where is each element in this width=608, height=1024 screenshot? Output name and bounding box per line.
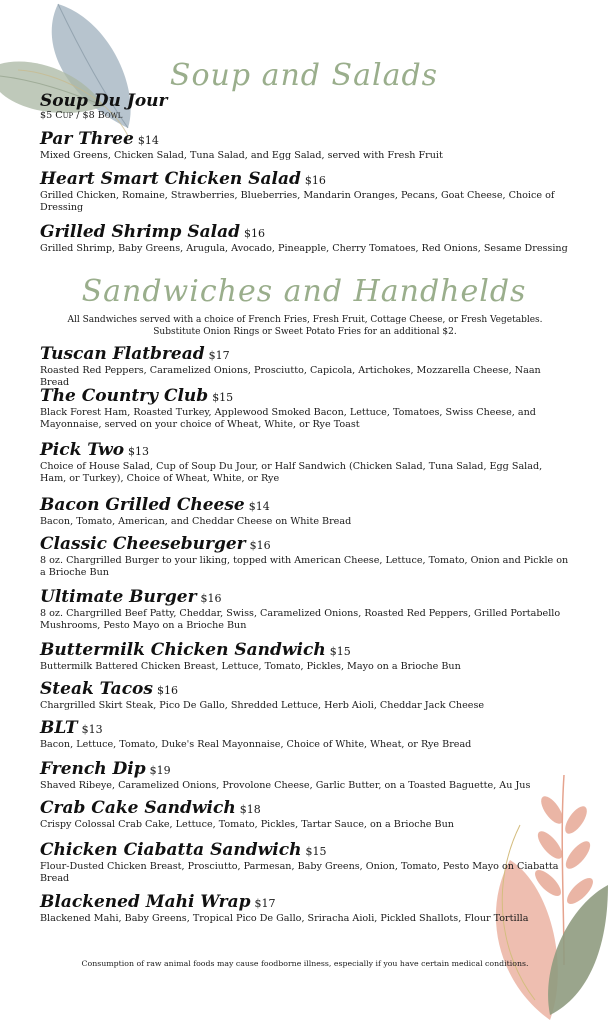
menu-item-name: Ultimate Burger	[40, 587, 197, 607]
menu-item-name: Buttermilk Chicken Sandwich	[40, 640, 326, 660]
menu-item-description: Blackened Mahi, Baby Greens, Tropical Pico De Gallo, Sriracha Aioli, Pickled Shallots, Flour Tortilla	[40, 912, 529, 924]
menu-item	[40, 496, 570, 528]
sandwiches-title: Sandwiches and Handhelds	[81, 274, 527, 309]
menu-item-description: 8 oz. Chargrilled Beef Patty, Cheddar, Swiss, Caramelized Onions, Roasted Red Peppers, Grilled Portabello Mushrooms, Pesto Mayo on a Brioche Bun	[40, 607, 561, 632]
menu-item	[40, 535, 570, 580]
menu-item-description: Chargrilled Skirt Steak, Pico De Gallo, Shredded Lettuce, Herb Aioli, Cheddar Jack Cheese	[40, 699, 485, 711]
menu-item-price: $19	[149, 764, 171, 777]
menu-item-price: $16	[249, 539, 271, 552]
menu-item-name: Heart Smart Chicken Salad	[40, 169, 301, 189]
menu-item	[40, 441, 570, 486]
menu-item-price: $16	[304, 174, 326, 187]
menu-item-name: Grilled Shrimp Salad	[40, 222, 240, 242]
sandwich-note	[40, 315, 570, 338]
menu-item-price: $16	[156, 684, 178, 697]
menu-item	[40, 92, 570, 121]
menu-item-description: Roasted Red Peppers, Caramelized Onions, Prosciutto, Capicola, Artichokes, Mozzarella Cheese, Naan Bread	[40, 364, 541, 389]
menu-item	[40, 130, 570, 162]
menu-item-description: Bacon, Tomato, American, and Cheddar Cheese on White Bread	[40, 515, 352, 527]
menu-item	[40, 345, 570, 390]
menu-item-price: $17	[254, 897, 276, 910]
menu-item-price: $16	[243, 227, 265, 240]
menu-item-description: Black Forest Ham, Roasted Turkey, Applewood Smoked Bacon, Lettuce, Tomatoes, Swiss Cheese, and Mayonnaise, served on your choice of Wheat, White, or Rye Toast	[40, 406, 536, 431]
menu-item-description: Shaved Ribeye, Caramelized Onions, Provolone Cheese, Garlic Butter, on a Toasted Baguette, Au Jus	[40, 779, 531, 791]
menu-item	[40, 387, 570, 432]
menu-item-price: $15	[212, 391, 234, 404]
menu-item-name: Classic Cheeseburger	[40, 534, 246, 554]
menu-item-description: Crispy Colossal Crab Cake, Lettuce, Tomato, Pickles, Tartar Sauce, on a Brioche Bun	[40, 818, 454, 830]
menu-item-description: Flour-Dusted Chicken Breast, Prosciutto, Parmesan, Baby Greens, Onion, Tomato, Pesto Mayo on Ciabatta Bread	[40, 860, 559, 885]
menu-item-name: Pick Two	[40, 440, 125, 460]
menu-item	[40, 223, 570, 255]
menu-item-name: The Country Club	[40, 386, 209, 406]
menu-item	[40, 680, 570, 712]
menu-item-price: $17	[208, 349, 230, 362]
soup-salads-title: Soup and Salads	[169, 58, 439, 93]
menu-item-description: 8 oz. Chargrilled Burger to your liking, topped with American Cheese, Lettuce, Tomato, Onion and Pickle on a Brioche Bun	[40, 554, 569, 579]
menu-item-description: Choice of House Salad, Cup of Soup Du Jour, or Half Sandwich (Chicken Salad, Tuna Salad, Egg Salad, Ham, or Turkey), Choice of Wheat, White, or Rye	[40, 460, 543, 485]
menu-item-name: Blackened Mahi Wrap	[40, 892, 251, 912]
menu-item-name: Soup Du Jour	[40, 91, 168, 111]
menu-item-name: BLT	[40, 718, 78, 738]
menu-item-price: $15	[329, 645, 351, 658]
menu-item-price: $15	[305, 845, 327, 858]
menu-item	[40, 641, 570, 673]
menu-item-description: Grilled Shrimp, Baby Greens, Arugula, Avocado, Pineapple, Cherry Tomatoes, Red Onions, Sesame Dressing	[40, 242, 568, 254]
menu-item-price: $18	[239, 803, 261, 816]
menu-item-name: Steak Tacos	[40, 679, 153, 699]
menu-item-price: $16	[200, 592, 222, 605]
menu-item-price: $5 Cup / $8 Bowl	[40, 109, 123, 121]
menu-item	[40, 893, 570, 925]
menu-item	[40, 588, 570, 633]
menu-item	[40, 841, 570, 886]
menu-item-name: Chicken Ciabatta Sandwich	[40, 840, 302, 860]
menu-item-name: Bacon Grilled Cheese	[40, 495, 245, 515]
sandwich-note-line-2: Substitute Onion Rings or Sweet Potato Fries for an additional $2.	[153, 326, 457, 337]
menu-item-price: $13	[81, 723, 103, 736]
menu-item-price: $14	[248, 500, 270, 513]
menu-item	[40, 719, 570, 751]
menu-item-name: Tuscan Flatbread	[40, 344, 205, 364]
menu-item-description: Grilled Chicken, Romaine, Strawberries, Blueberries, Mandarin Oranges, Pecans, Goat Cheese, Choice of Dressing	[40, 189, 555, 214]
menu-item	[40, 760, 570, 792]
menu-item	[40, 170, 570, 215]
menu-item-name: Crab Cake Sandwich	[40, 798, 236, 818]
menu-item-description: Buttermilk Battered Chicken Breast, Lettuce, Tomato, Pickles, Mayo on a Brioche Bun	[40, 660, 461, 672]
food-warning: Consumption of raw animal foods may cause foodborne illness, especially if you have certain medical conditions.	[81, 959, 529, 968]
menu-item-description: Bacon, Lettuce, Tomato, Duke's Real Mayonnaise, Choice of White, Wheat, or Rye Bread	[40, 738, 472, 750]
menu-item-price: $13	[128, 445, 150, 458]
menu-item-description: Mixed Greens, Chicken Salad, Tuna Salad, and Egg Salad, served with Fresh Fruit	[40, 149, 443, 161]
menu-item	[40, 799, 570, 831]
menu-item-price: $14	[137, 134, 159, 147]
menu-item-name: Par Three	[40, 129, 134, 149]
sandwich-note-line-1: All Sandwiches served with a choice of French Fries, Fresh Fruit, Cottage Cheese, or Fresh Vegetables.	[67, 315, 543, 325]
menu-item-name: French Dip	[40, 759, 146, 779]
